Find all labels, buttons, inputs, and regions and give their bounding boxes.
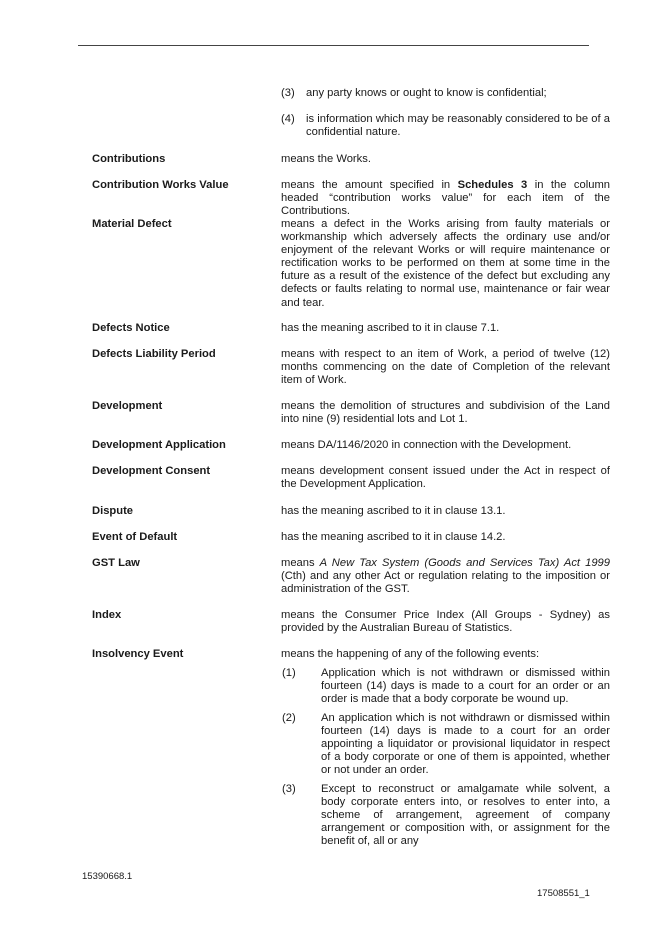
definition-dispute: has the meaning ascribed to it in clause 13.1. (281, 505, 506, 517)
definition-defects-liability-period: means with respect to an item of Work, a period of twelve (12) months commencing on the date of Completion of the relevant item of Work. (281, 348, 610, 387)
term-defects-liability-period: Defects Liability Period (92, 348, 216, 360)
definition-event-of-default: has the meaning ascribed to it in clause 14.2. (281, 531, 506, 543)
schedule-reference: Schedules 3 (457, 179, 528, 191)
definition-development: means the demolition of structures and subdivision of the Land into nine (9) residential lots and Lot 1. (281, 400, 610, 426)
insolvency-item-text: An application which is not withdrawn or dismissed within fourteen (14) days is made to a court for an order appointing a liquidator or provisional liquidator in respect of a body corporate or one of them is appointed, whether or not under an order. (321, 712, 610, 777)
confidential-item-number: (3) (281, 87, 295, 99)
term-index: Index (92, 609, 122, 621)
insolvency-item-number: (3) (282, 783, 296, 795)
term-contributions: Contributions (92, 153, 166, 165)
term-insolvency-event: Insolvency Event (92, 648, 184, 660)
term-dispute: Dispute (92, 505, 134, 517)
definition-contribution-works-value (281, 179, 610, 218)
act-title: A New Tax System (Goods and Services Tax) Act 1999 (319, 557, 611, 569)
term-event-of-default: Event of Default (92, 531, 178, 543)
definition-development-application: means DA/1146/2020 in connection with the Development. (281, 439, 572, 451)
term-development: Development (92, 400, 163, 412)
definition-material-defect: means a defect in the Works arising from faulty materials or workmanship which adversely affects the ordinary use and/or enjoyment of the relevant Works or will require maintenance or rectification works to be performed on them at some time in the future as a result of the existence of the defect but excluding any defects or faults relating to normal use, maintenance or fair wear and tear. (281, 218, 610, 309)
insolvency-item-text: Application which is not withdrawn or dismissed within fourteen (14) days is made to a court for an order or an order is made that a body corporate be wound up. (321, 667, 610, 706)
definition-development-consent: means development consent issued under the Act in respect of the Development Application. (281, 465, 610, 491)
confidential-item-text: is information which may be reasonably considered to be of a confidential nature. (306, 113, 610, 139)
term-development-application: Development Application (92, 439, 226, 451)
definition-text: (Cth) and any other Act or regulation relating to the imposition or administration of the GST. (281, 570, 610, 596)
definition-text: means the amount specified in (281, 179, 458, 191)
term-gst-law: GST Law (92, 557, 140, 569)
definition-contributions: means the Works. (281, 153, 371, 165)
definition-index: means the Consumer Price Index (All Groups - Sydney) as provided by the Australian Bureau of Statistics. (281, 609, 610, 635)
header-rule (78, 45, 589, 46)
definition-text: means (281, 557, 320, 569)
insolvency-item-text: Except to reconstruct or amalgamate while solvent, a body corporate enters into, or resolves to enter into, a scheme of arrangement, agreement of company arrangement or composition with, or assignment for the benefit of, all or any (321, 783, 610, 848)
footer-page-reference: 17508551_1 (537, 888, 590, 899)
confidential-item-number: (4) (281, 113, 295, 125)
insolvency-item-number: (1) (282, 667, 296, 679)
confidential-item-text: any party knows or ought to know is confidential; (306, 87, 547, 99)
footer-document-reference: 15390668.1 (82, 871, 133, 882)
definition-text: in the column headed “contribution works value” for each item of the Contributions. (281, 179, 610, 218)
term-contribution-works-value: Contribution Works Value (92, 179, 229, 191)
definition-gst-law (281, 557, 610, 596)
definition-insolvency-event: means the happening of any of the following events: (281, 648, 540, 660)
term-development-consent: Development Consent (92, 465, 211, 477)
term-defects-notice: Defects Notice (92, 322, 170, 334)
definition-defects-notice: has the meaning ascribed to it in clause 7.1. (281, 322, 500, 334)
term-material-defect: Material Defect (92, 218, 172, 230)
insolvency-item-number: (2) (282, 712, 296, 724)
